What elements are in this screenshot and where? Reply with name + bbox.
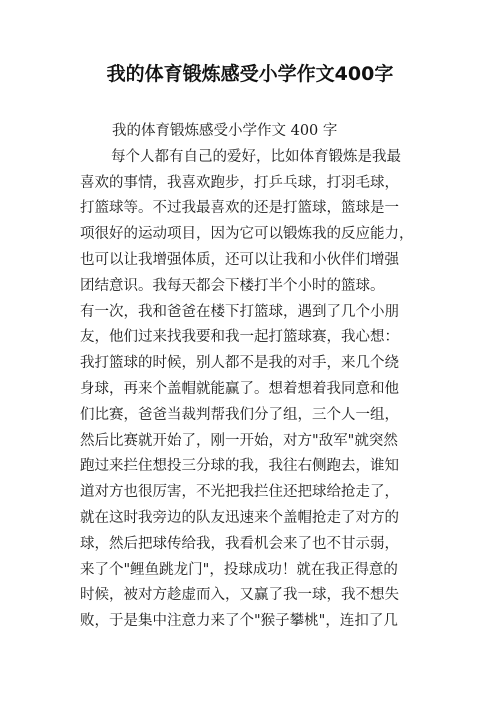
paragraph-line: 有一次，我和爸爸在楼下打篮球，遇到了几个小朋 (80, 303, 399, 320)
paragraph-line: 友，他们过来找我要和我一起打篮球赛，我心想： (80, 329, 399, 346)
paragraph-line: 打篮球等。不过我最喜欢的还是打篮球，篮球是一 (80, 200, 399, 217)
paragraph-line: 败，于是集中注意力来了个"猴子攀桃"，连扣了几 (80, 613, 398, 630)
paragraph-line: 项很好的运动项目，因为它可以锻炼我的反应能力， (80, 226, 414, 243)
paragraph-line: 我打篮球的时候，别人都不是我的对手，来几个绕 (80, 355, 399, 372)
subtitle-line: 我的体育锻炼感受小学作文 400 字 (112, 123, 338, 139)
paragraph-line: 就在这时我旁边的队友迅速来个盖帽抢走了对方的 (80, 509, 399, 526)
paragraph-line: 每个人都有自己的爱好，比如体育锻炼是我最 (111, 148, 401, 165)
paragraph-line: 跑过来拦住想投三分球的我，我往右侧跑去，谁知 (80, 458, 399, 475)
paragraph-line: 时候，被对方趁虚而入，又赢了我一球，我不想失 (80, 587, 399, 604)
paragraph-line: 身球，再来个盖帽就能赢了。想着想着我同意和他 (80, 380, 399, 397)
paragraph-line: 团结意识。我每天都会下楼打半个小时的篮球。 (80, 277, 385, 294)
paragraph-line: 球，然后把球传给我，我看机会来了也不甘示弱， (80, 535, 399, 552)
paragraph-line: 然后比赛就开始了，刚一开始，对方"敌军"就突然 (80, 432, 398, 449)
paragraph-line: 们比赛，爸爸当裁判帮我们分了组，三个人一组， (80, 406, 399, 423)
paragraph-line: 也可以让我增强体质，还可以让我和小伙伴们增强 (80, 251, 399, 268)
document-body (80, 119, 425, 635)
document-title: 我的体育锻炼感受小学作文400字 (106, 63, 394, 85)
paragraph-line: 道对方也很厉害，不光把我拦住还把球给抢走了， (80, 484, 399, 501)
paragraph-line: 喜欢的事情，我喜欢跑步，打乒乓球，打羽毛球， (80, 174, 399, 191)
paragraph-line: 来了个"鲤鱼跳龙门"，投球成功！就在我正得意的 (80, 561, 398, 578)
